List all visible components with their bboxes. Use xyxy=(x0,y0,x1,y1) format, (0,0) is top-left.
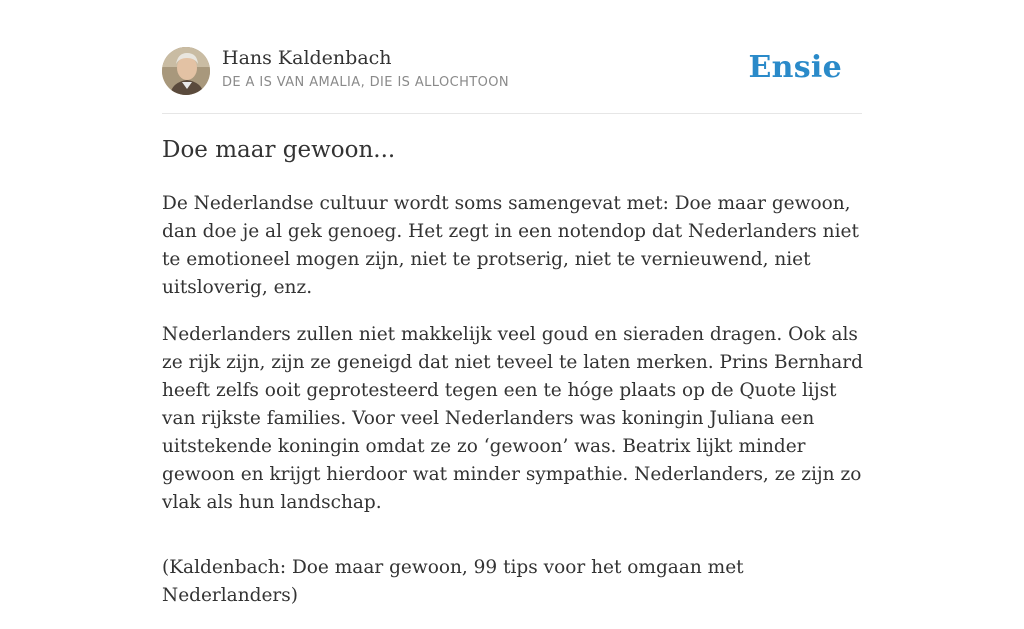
author-tagline: DE A IS VAN AMALIA, DIE IS ALLOCHTOON xyxy=(222,75,509,90)
author-name[interactable]: Hans Kaldenbach xyxy=(222,47,392,69)
article-title: Doe maar gewoon... xyxy=(162,137,396,163)
source-citation: (Kaldenbach: Doe maar gewoon, 99 tips voor het omgaan met Nederlanders) xyxy=(162,557,744,606)
header-divider xyxy=(162,113,862,114)
article-body xyxy=(162,190,872,629)
author-photo xyxy=(162,47,210,95)
article-header xyxy=(162,46,862,96)
paragraph: Nederlanders zullen niet makkelijk veel goud en sieraden dragen. Ook als ze rijk zijn, zijn ze geneigd dat niet teveel te laten merken. Prins Bernhard heeft zelfs ooit geprotesteerd tegen een te hóge plaats op de Quote lijst van rijkste families. Voor veel Nederlanders was koningin Juliana een uitstekende koningin omdat ze zo ‘gewoon’ was. Beatrix lijkt minder gewoon en krijgt hierdoor wat minder sympathie. Nederlanders, ze zijn zo vlak als hun landschap. xyxy=(162,324,863,513)
paragraph: De Nederlandse cultuur wordt soms samengevat met: Doe maar gewoon, dan doe je al gek genoeg. Het zegt in een notendop dat Nederlanders niet te emotioneel mogen zijn, niet te protserig, niet te vernieuwend, niet uitsloverig, enz. xyxy=(162,193,859,298)
ensie-logo[interactable]: Ensie xyxy=(748,50,842,85)
author-avatar[interactable] xyxy=(162,47,210,95)
